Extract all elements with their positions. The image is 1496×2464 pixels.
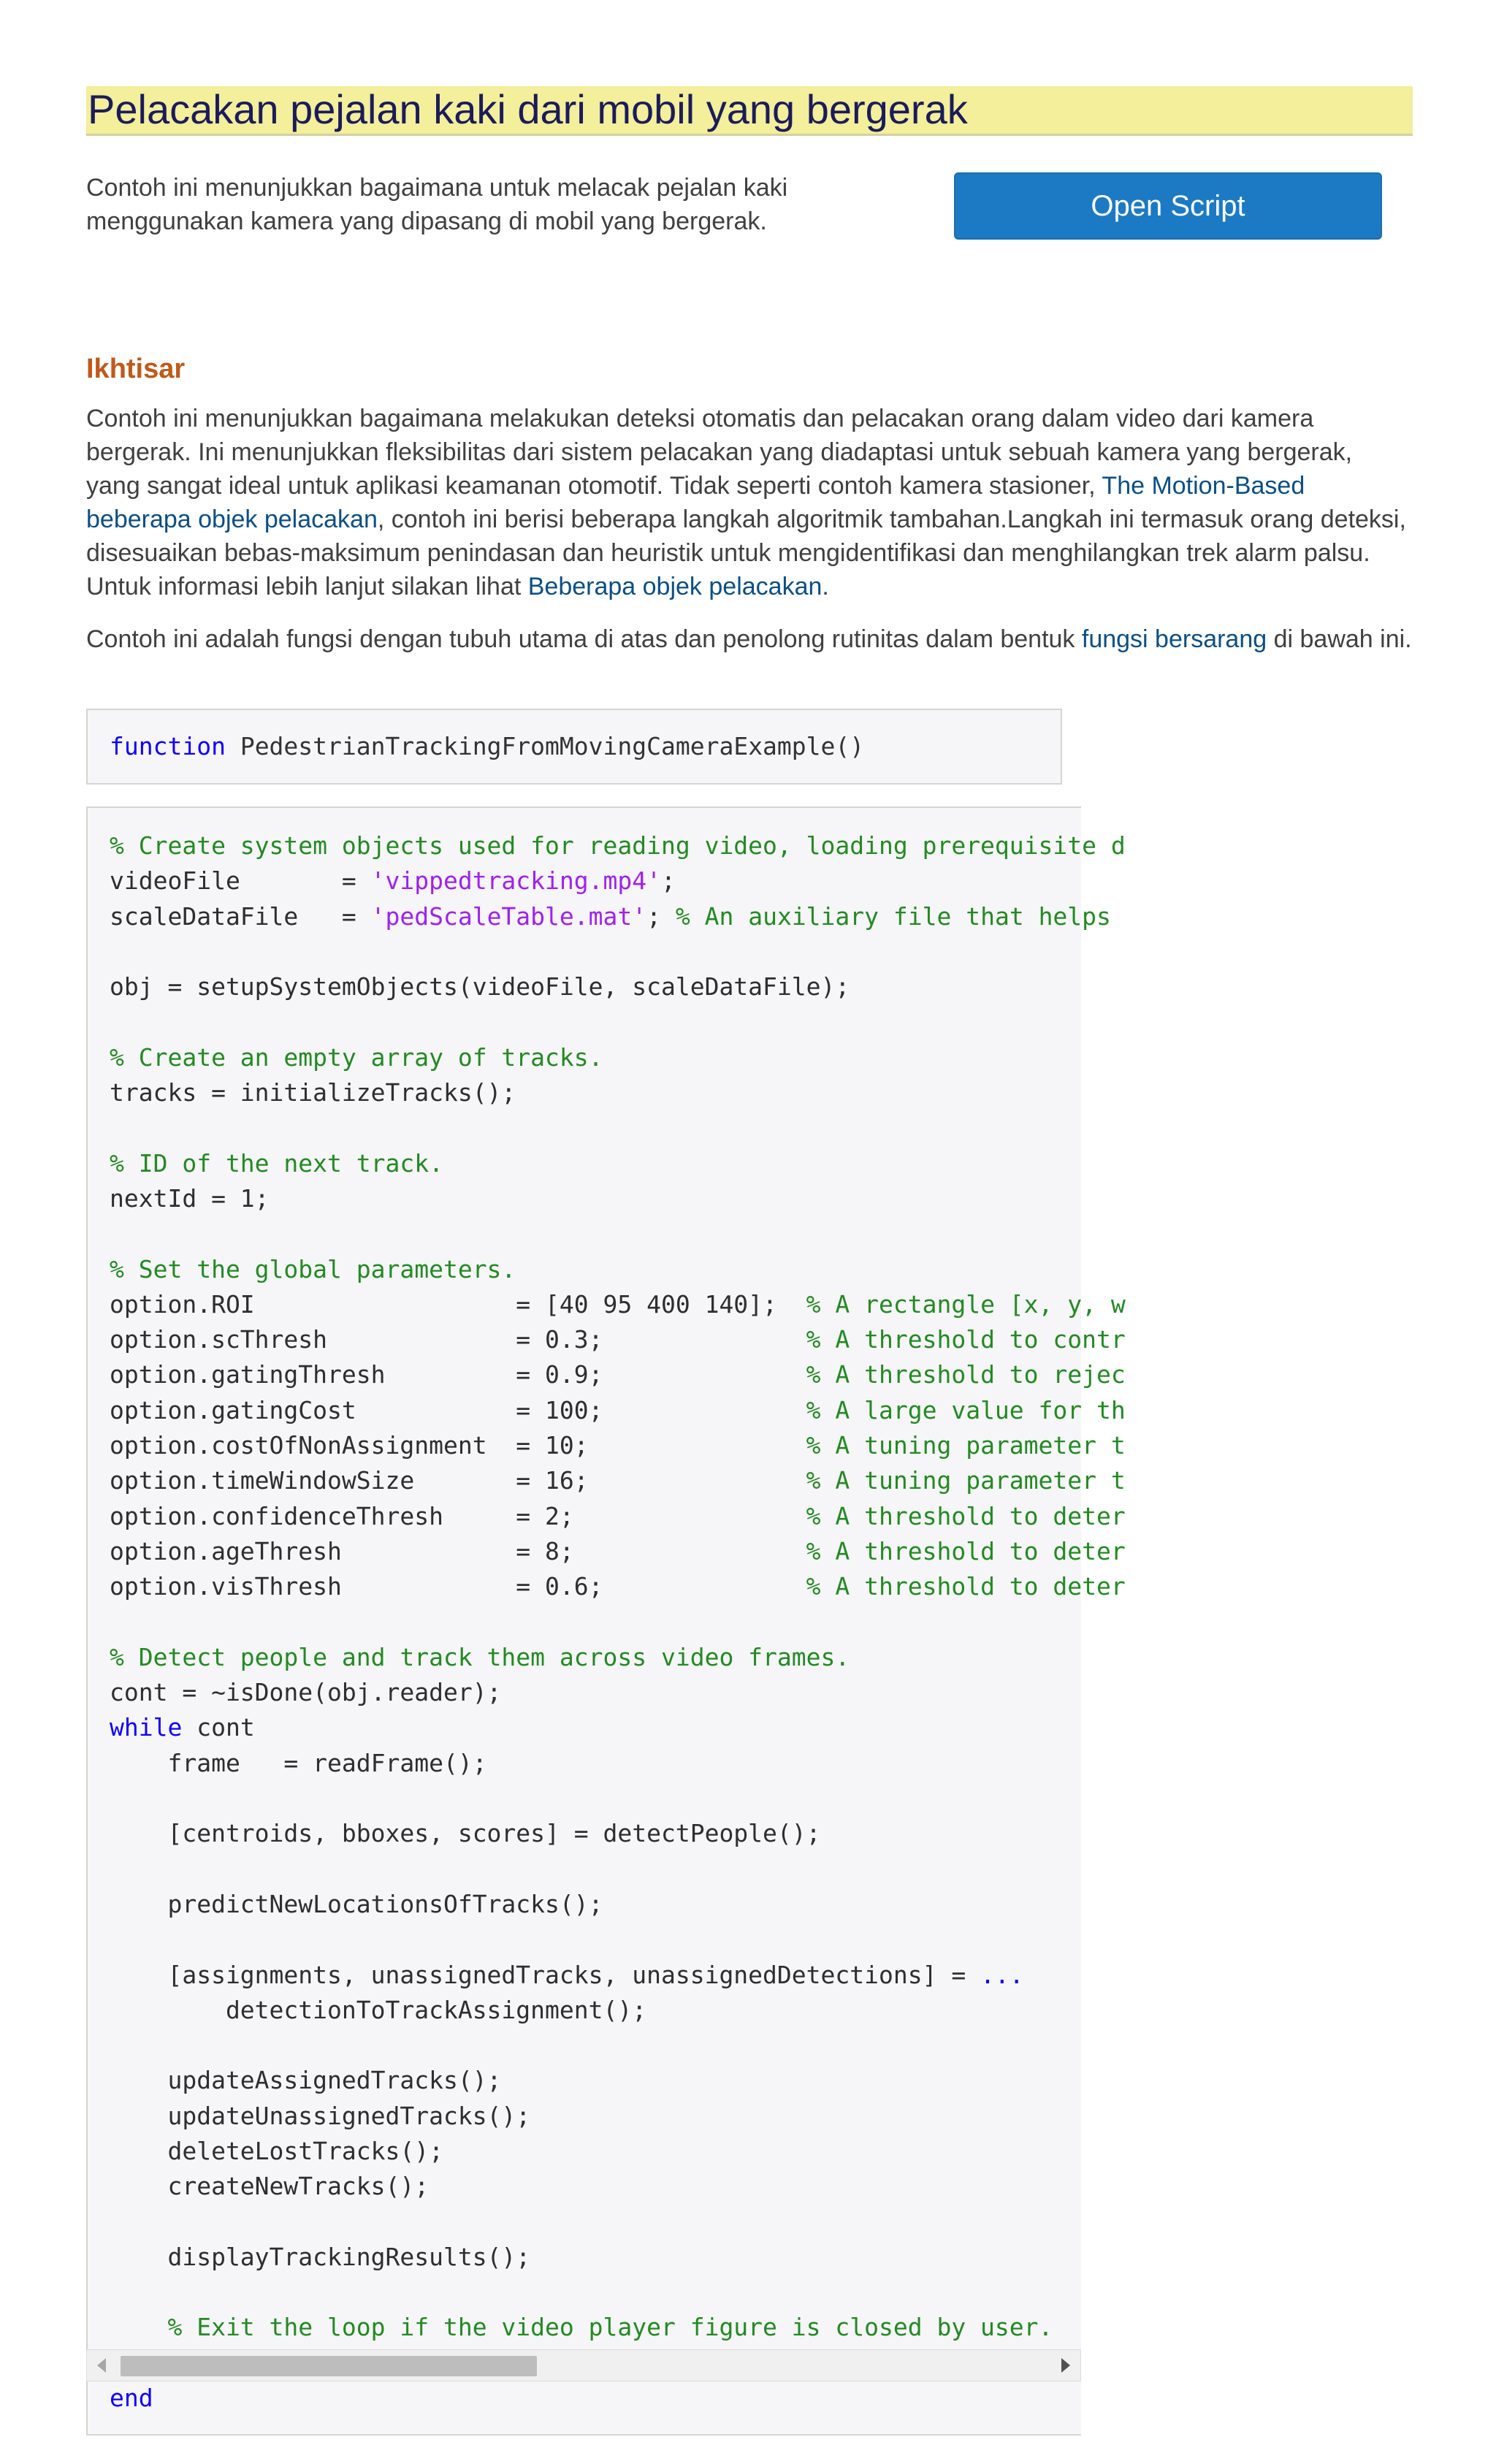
function-signature-code: [86, 709, 1062, 785]
code-token: option.costOfNonAssignment = 10;: [110, 1431, 806, 1460]
nested-functions-link[interactable]: fungsi bersarang: [1081, 625, 1267, 653]
code-line: [110, 969, 1126, 1004]
code-line: [110, 1922, 1126, 1957]
code-token: % A threshold to deter: [806, 1572, 1126, 1601]
motion-based-tracking-link[interactable]: The Motion-Based beberapa objek pelacakan: [86, 472, 1305, 533]
overview-text-2: , contoh ini berisi beberapa langkah algoritmik tambahan.Langkah ini termasuk orang deteksi, disesuaikan bebas-maksimum penindasan dan heuristik untuk mengidentifikasi dan menghilangkan trek alarm palsu. Untuk informasi lebih lanjut silakan lihat: [86, 506, 1406, 600]
code-line: [110, 1181, 1126, 1216]
code-token: option.timeWindowSize = 16;: [110, 1466, 806, 1495]
scrollbar-thumb[interactable]: [121, 2356, 537, 2376]
code-line: [110, 2310, 1126, 2345]
code-line: [110, 1004, 1126, 1040]
code-token: % An auxiliary file that helps: [675, 901, 1111, 931]
overview-text-3: .: [822, 573, 829, 600]
code-line: [110, 2028, 1126, 2063]
code-token: ;: [660, 866, 676, 896]
overview-paragraph: [86, 402, 1413, 603]
code-line: [110, 934, 1126, 969]
code-line: [110, 1781, 1126, 1816]
code-line: [110, 1640, 1126, 1675]
code-token: end: [110, 2384, 153, 2413]
code-token: % A large value for th: [806, 1395, 1126, 1424]
code-token: ;: [646, 901, 676, 931]
scroll-left-arrow-icon[interactable]: [97, 2358, 106, 2373]
code-line: [110, 1816, 1126, 1851]
code-token: obj = setupSystemObjects(videoFile, scaleDataFile);: [110, 972, 850, 1002]
code-line: [110, 1357, 1126, 1392]
multiple-object-tracking-link[interactable]: Beberapa objek pelacakan: [527, 573, 823, 600]
function-name: PedestrianTrackingFromMovingCameraExample(): [225, 732, 865, 760]
code-token: frame = readFrame();: [110, 1748, 487, 1777]
code-token: option.ROI = [40 95 400 140];: [110, 1289, 806, 1319]
code-token: option.gatingThresh = 0.9;: [110, 1360, 806, 1389]
code-line: [110, 899, 1126, 934]
code-line: [110, 2381, 1126, 2416]
code-lines: [110, 828, 1126, 2416]
code-token: option.ageThresh = 8;: [110, 1536, 806, 1565]
code-token: % A threshold to deter: [806, 1501, 1126, 1530]
code-token: option.confidenceThresh = 2;: [110, 1501, 806, 1530]
code-line: [110, 1252, 1126, 1287]
code-token: % A threshold to contr: [806, 1325, 1126, 1354]
code-token: videoFile =: [110, 866, 371, 896]
code-line: [110, 1887, 1126, 1922]
code-line: [110, 1993, 1126, 2028]
code-token: cont: [182, 1713, 255, 1742]
code-line: [110, 1075, 1126, 1110]
code-token: % ID of the next track.: [110, 1148, 443, 1178]
code-line: [110, 2063, 1126, 2098]
code-token: option.gatingCost = 100;: [110, 1395, 806, 1424]
code-line: [110, 1110, 1126, 1145]
code-token: deleteLostTracks();: [110, 2136, 443, 2165]
code-horizontal-scrollbar[interactable]: [86, 2349, 1081, 2381]
code-line: [110, 2275, 1126, 2310]
code-token: % A tuning parameter t: [806, 1466, 1126, 1495]
code-line: [110, 1852, 1126, 1887]
code-line: [110, 1216, 1126, 1251]
code-line: [110, 2169, 1126, 2204]
intro-line-2: menggunakan kamera yang dipasang di mobil yang bergerak.: [86, 207, 767, 235]
code-token: % Set the global parameters.: [110, 1254, 516, 1284]
intro-text: [86, 171, 860, 238]
title-bar: [86, 86, 1413, 136]
code-token: 'pedScaleTable.mat': [370, 901, 647, 931]
section-heading-overview: Ikhtisar: [86, 354, 186, 384]
code-token: % A rectangle [x, y, w: [806, 1289, 1126, 1319]
code-token: updateUnassignedTracks();: [110, 2101, 531, 2130]
code-line: [110, 1746, 1126, 1781]
code-token: % Create an empty array of tracks.: [110, 1042, 603, 1072]
code-line: [110, 1499, 1126, 1534]
function-keyword: function: [110, 732, 226, 760]
code-token: % Exit the loop if the video player figure is closed by user.: [110, 2313, 1053, 2342]
code-line: [110, 1534, 1126, 1569]
code-token: % A threshold to rejec: [806, 1360, 1126, 1389]
code-token: displayTrackingResults();: [110, 2242, 531, 2271]
code-token: % Create system objects used for reading video, loading prerequisite d: [110, 831, 1126, 860]
code-token: while: [110, 1713, 183, 1742]
code-line: [110, 863, 1126, 899]
code-token: [centroids, bboxes, scores] = detectPeople();: [110, 1819, 821, 1848]
code-line: [110, 2205, 1126, 2240]
code-token: [assignments, unassignedTracks, unassignedDetections] =: [110, 1960, 981, 1989]
code-token: % Detect people and track them across video frames.: [110, 1642, 850, 1671]
code-token: updateAssignedTracks();: [110, 2066, 502, 2095]
code-line: [110, 828, 1126, 863]
code-line: [110, 2099, 1126, 2134]
code-token: nextId = 1;: [110, 1183, 270, 1213]
code-line: [110, 1322, 1126, 1357]
code-line: [110, 1393, 1126, 1428]
code-token: detectionToTrackAssignment();: [110, 1995, 647, 2024]
code-line: [110, 1040, 1126, 1075]
main-code-block: [86, 806, 1126, 2436]
para2-text-1: Contoh ini adalah fungsi dengan tubuh utama di atas dan penolong rutinitas dalam bentuk: [86, 625, 1082, 653]
code-line: [110, 1287, 1126, 1322]
code-line: [110, 1569, 1126, 1604]
code-line: [110, 1428, 1126, 1463]
code-token: cont = ~isDone(obj.reader);: [110, 1678, 502, 1707]
code-line: [110, 2134, 1126, 2169]
code-token: option.visThresh = 0.6;: [110, 1572, 806, 1601]
code-token: option.scThresh = 0.3;: [110, 1325, 806, 1354]
code-token: % A threshold to deter: [806, 1536, 1126, 1565]
code-token: predictNewLocationsOfTracks();: [110, 1889, 603, 1918]
para2-text-2: di bawah ini.: [1267, 625, 1412, 653]
code-line: [110, 1710, 1126, 1745]
scroll-right-arrow-icon[interactable]: [1061, 2358, 1070, 2373]
intro-line-1: Contoh ini menunjukkan bagaimana untuk melacak pejalan kaki: [86, 174, 788, 202]
code-line: [110, 1605, 1126, 1640]
open-script-button[interactable]: Open Script: [954, 172, 1382, 240]
code-line: [110, 1958, 1126, 1993]
nested-functions-paragraph: [86, 622, 1413, 656]
code-token: ...: [980, 1960, 1024, 1989]
code-line: [110, 1146, 1126, 1181]
code-token: createNewTracks();: [110, 2172, 430, 2201]
overview-text-1: Contoh ini menunjukkan bagaimana melakukan deteksi otomatis dan pelacakan orang dalam video dari kamera bergerak. Ini menunjukkan fleksibilitas dari sistem pelacakan yang diadaptasi untuk sebuah kamera yang bergerak, yang sangat ideal untuk aplikasi keamanan otomotif. Tidak seperti contoh kamera stasioner,: [86, 405, 1353, 500]
document-page: [86, 86, 1413, 2413]
page-title: Pelacakan pejalan kaki dari mobil yang bergerak: [88, 86, 968, 132]
code-token: % A tuning parameter t: [806, 1431, 1126, 1460]
code-token: 'vippedtracking.mp4': [370, 866, 661, 896]
code-line: [110, 1463, 1126, 1498]
code-line: [110, 1675, 1126, 1710]
code-line: [110, 2240, 1126, 2275]
code-token: tracks = initializeTracks();: [110, 1078, 516, 1107]
code-token: scaleDataFile =: [110, 901, 371, 931]
